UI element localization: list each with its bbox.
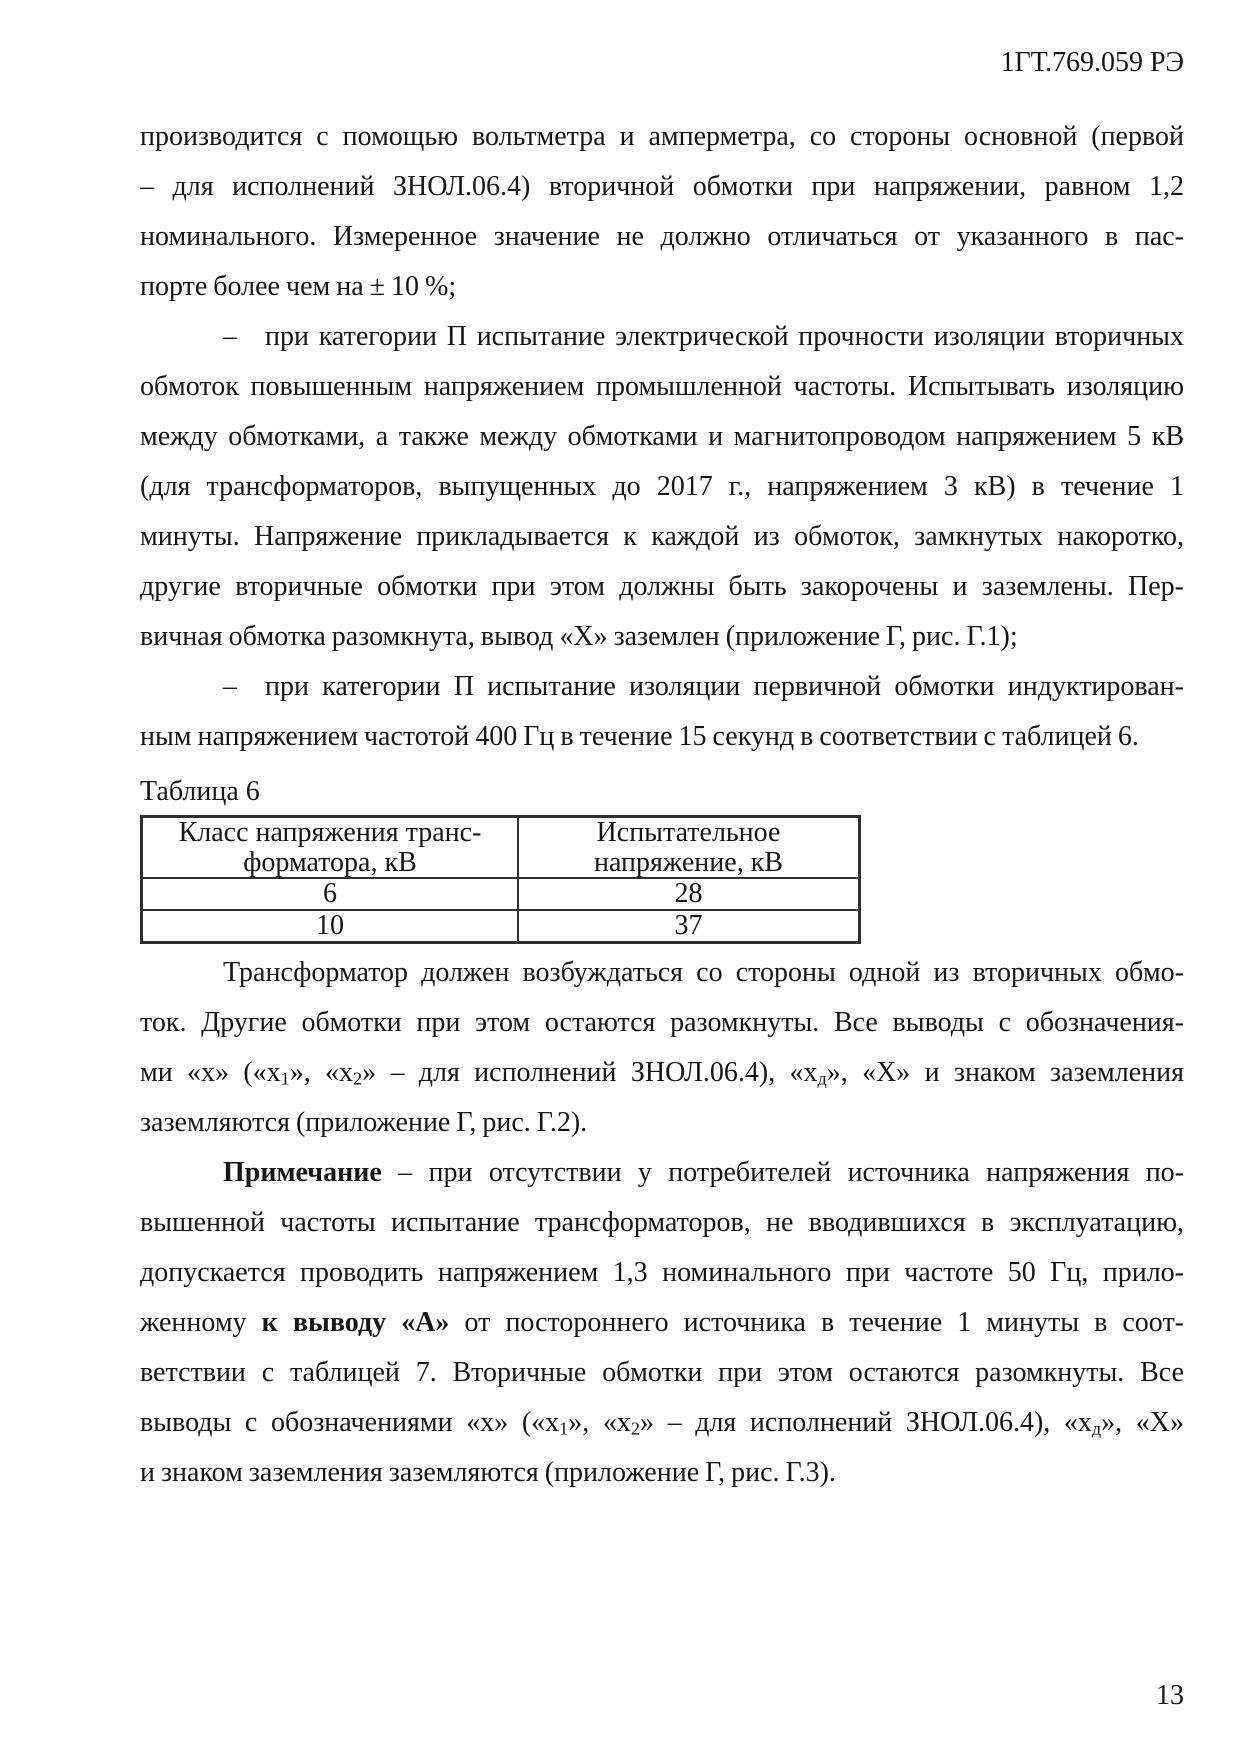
text-line: допускается проводить напряжением 1,3 номинального при частоте 50 Гц, прило-: [140, 1257, 1184, 1288]
text-line: (для трансформаторов, выпущенных до 2017 г., напряжением 3 кВ) в течение 1: [140, 471, 1184, 502]
text-line: выводы с обозначениями «х» («х1», «х2» – для исполнений ЗНОЛ.06.4), «хд», «Х»: [140, 1407, 1184, 1439]
text-line: и знаком заземления заземляются (приложение Г, рис. Г.3).: [140, 1457, 836, 1488]
text-line: производится с помощью вольтметра и амперметра, со стороны основной (первой: [140, 121, 1184, 152]
text-line: ток. Другие обмотки при этом остаются разомкнуты. Все выводы с обозначения-: [140, 1007, 1184, 1038]
table-6-cell-voltage-class-10: 10: [143, 911, 519, 941]
text-line: между обмотками, а также между обмотками и магнитопроводом напряжением 5 кВ: [140, 421, 1184, 452]
text-line: другие вторичные обмотки при этом должны быть закорочены и заземлены. Пер-: [140, 571, 1184, 602]
table-6-col2-header-line2: напряжение, кВ: [594, 846, 783, 878]
table-6-col1-header: [143, 818, 519, 879]
text-line: порте более чем на ± 10 %;: [140, 271, 457, 302]
table-6-cell-test-voltage-37: 37: [674, 910, 703, 941]
text-line: – при категории П испытание изоляции первичной обмотки индуктирован-: [223, 671, 1184, 702]
table-6-col2-header-line1: Испытательное: [596, 816, 781, 848]
body-text-block-2: [140, 948, 1184, 1498]
text-line: вичная обмотка разомкнута, вывод «Х» заземлен (приложение Г, рис. Г.1);: [140, 621, 1018, 652]
text-line: номинального. Измеренное значение не должно отличаться от указанного в пас-: [140, 221, 1184, 252]
body-text-block-1: [140, 112, 1184, 762]
table-6-cell-test-voltage-28: 28: [519, 879, 858, 911]
text-line: Трансформатор должен возбуждаться со стороны одной из вторичных обмо-: [223, 957, 1184, 988]
text-line: ми «х» («х1», «х2» – для исполнений ЗНОЛ.06.4), «хд», «Х» и знаком заземления: [140, 1057, 1184, 1089]
text-line: ветствии с таблицей 7. Вторичные обмотки при этом остаются разомкнуты. Все: [140, 1357, 1184, 1388]
text-line: ным напряжением частотой 400 Гц в течение 15 секунд в соответствии с таблицей 6.: [140, 721, 1139, 752]
text-line: женному к выводу «А» от постороннего источника в течение 1 минуты в соот-: [140, 1307, 1184, 1338]
table-6-cell-voltage-class-6: 6: [143, 879, 519, 911]
text-line: Примечание – при отсутствии у потребителей источника напряжения по-: [223, 1157, 1184, 1188]
text-line: – для исполнений ЗНОЛ.06.4) вторичной обмотки при напряжении, равном 1,2: [140, 171, 1184, 202]
text-line: вышенной частоты испытание трансформаторов, не вводившихся в эксплуатацию,: [140, 1207, 1184, 1238]
table-6: [140, 815, 861, 944]
text-line: обмоток повышенным напряжением промышленной частоты. Испытывать изоляцию: [140, 371, 1184, 402]
table-6-col2-header: [519, 818, 858, 879]
text-line: – при категории П испытание электрической прочности изоляции вторичных: [223, 321, 1184, 352]
page-number: 13: [1156, 1680, 1184, 1711]
document-code-header: 1ГТ.769.059 РЭ: [1000, 47, 1184, 78]
table-6-col1-header-line2: форматора, кВ: [243, 846, 417, 878]
table-6-label: Таблица 6: [140, 776, 260, 807]
table-6-col1-header-line1: Класс напряжения транс-: [178, 816, 482, 848]
text-line: минуты. Напряжение прикладывается к каждой из обмоток, замкнутых накоротко,: [140, 521, 1184, 552]
text-line: заземляются (приложение Г, рис. Г.2).: [140, 1107, 588, 1138]
